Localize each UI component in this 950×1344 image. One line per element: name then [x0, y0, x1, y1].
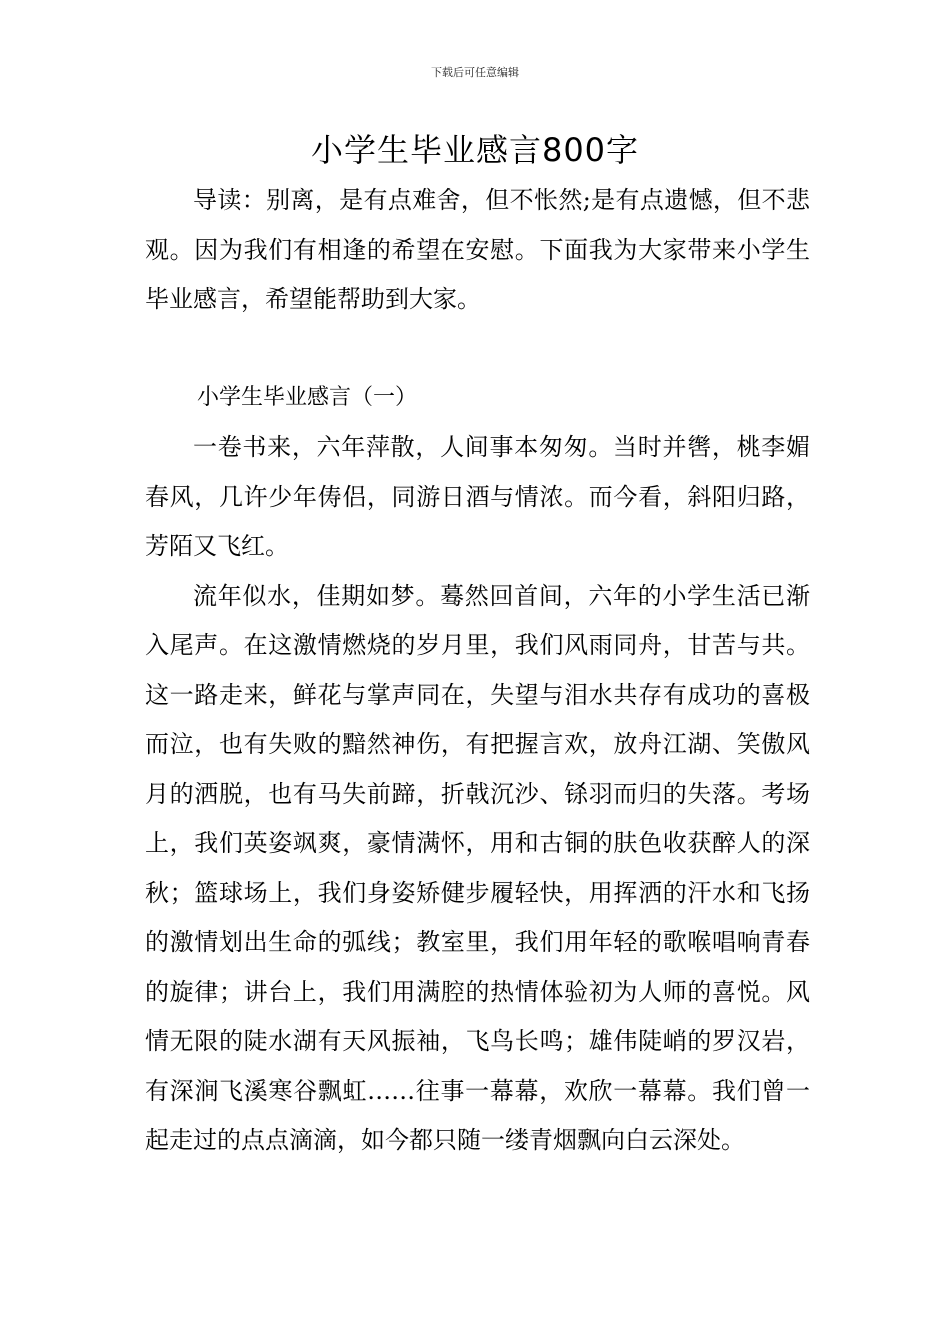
header-note: 下载后可任意编辑	[431, 66, 519, 79]
body-paragraph-1: 一卷书来，六年萍散，人间事本匆匆。当时并辔，桃李媚春风，几许少年俦侣，同游日酒与情浓。而今看，斜阳归路，芳陌又飞红。	[145, 433, 810, 560]
intro-block	[145, 176, 810, 325]
intro-paragraph: 导读：别离，是有点难舍，但不怅然;是有点遗憾，但不悲观。因为我们有相逢的希望在安慰。下面我为大家带来小学生毕业感言，希望能帮助到大家。	[145, 186, 810, 313]
body-paragraph-2: 流年似水，佳期如梦。蓦然回首间，六年的小学生活已渐入尾声。在这激情燃烧的岁月里，我们风雨同舟，甘苦与共。这一路走来，鲜花与掌声同在，失望与泪水共存有成功的喜极而泣，也有失败的黯然神伤，有把握言欢，放舟江湖、笑傲风月的洒脱，也有马失前蹄，折戟沉沙、铩羽而归的失落。考场上，我们英姿飒爽，豪情满怀，用和古铜的肤色收获醉人的深秋；篮球场上，我们身姿矫健步履轻快，用挥洒的汗水和飞扬的激情划出生命的弧线；教室里，我们用年轻的歌喉唱响青春的旋律；讲台上，我们用满腔的热情体验初为人师的喜悦。风情无限的陡水湖有天风振袖，飞鸟长鸣；雄伟陡峭的罗汉岩，有深涧飞溪寒谷飘虹……往事一幕幕，欢欣一幕幕。我们曾一起走过的点点滴滴，如今都只随一缕青烟飘向白云深处。	[145, 581, 810, 1154]
section-heading: 小学生毕业感言（一）	[197, 385, 418, 410]
document-title: 小学生毕业感言800字	[310, 131, 640, 169]
body-block	[145, 423, 810, 1166]
